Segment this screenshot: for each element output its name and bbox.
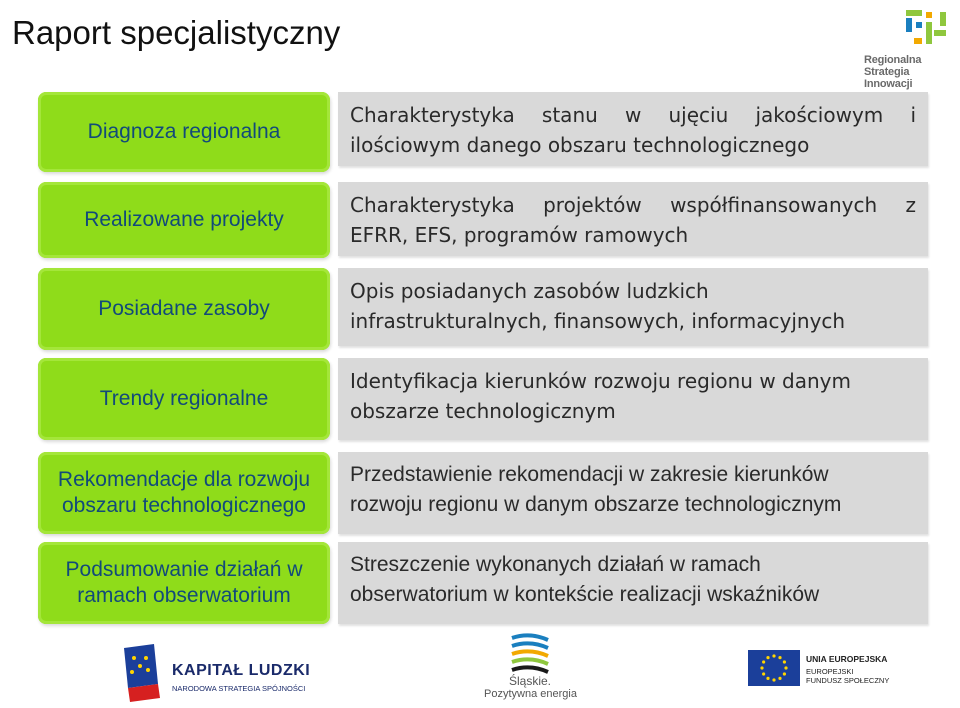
ris-logo-mark-icon [904, 8, 948, 52]
eu-flag-icon [748, 650, 800, 686]
label-box: Realizowane projekty [38, 182, 330, 258]
footer-logos [0, 636, 960, 708]
ris-logo-text: Regionalna Strategia Innowacji [864, 54, 922, 90]
kapital-ludzki-flag-icon [124, 644, 162, 702]
unia-europejska-logo [748, 650, 928, 696]
label-box: Posiadane zasoby [38, 268, 330, 350]
slaskie-logo [484, 630, 576, 706]
slaskie-name: Śląskie. [508, 674, 552, 688]
slaskie-tagline: Pozytywna energia [484, 688, 577, 700]
label-box: Podsumowanie działań w ramach obserwatorium [38, 542, 330, 624]
ue-subtitle: EUROPEJSKI FUNDUSZ SPOŁECZNY [806, 667, 890, 685]
description-box: Identyfikacja kierunków rozwoju regionu w danym obszarze technologicznym [338, 358, 928, 440]
description-box: Charakterystyka projektów współfinansowanych z EFRR, EFS, programów ramowych [338, 182, 928, 256]
kapital-ludzki-title: KAPITAŁ LUDZKI [172, 662, 311, 679]
description-box: Streszczenie wykonanych działań w ramach obserwatorium w kontekście realizacji wskaźników [338, 542, 928, 624]
page-title: Raport specjalistyczny [12, 14, 341, 51]
regionalna-strategia-innowacji-logo [860, 8, 952, 94]
description-box: Charakterystyka stanu w ujęciu jakościowym i ilościowym danego obszaru technologicznego [338, 92, 928, 166]
kapital-ludzki-subtitle: NARODOWA STRATEGIA SPÓJNOŚCI [172, 684, 306, 693]
label-box: Diagnoza regionalna [38, 92, 330, 172]
label-box: Rekomendacje dla rozwoju obszaru technologicznego [38, 452, 330, 534]
kapital-ludzki-logo [124, 644, 324, 706]
slaskie-wave-icon [508, 630, 552, 676]
label-box: Trendy regionalne [38, 358, 330, 440]
description-box: Opis posiadanych zasobów ludzkich infrastrukturalnych, finansowych, informacyjnych [338, 268, 928, 346]
description-box: Przedstawienie rekomendacji w zakresie kierunków rozwoju regionu w danym obszarze technologicznym [338, 452, 928, 534]
ue-title: UNIA EUROPEJSKA [806, 654, 888, 664]
